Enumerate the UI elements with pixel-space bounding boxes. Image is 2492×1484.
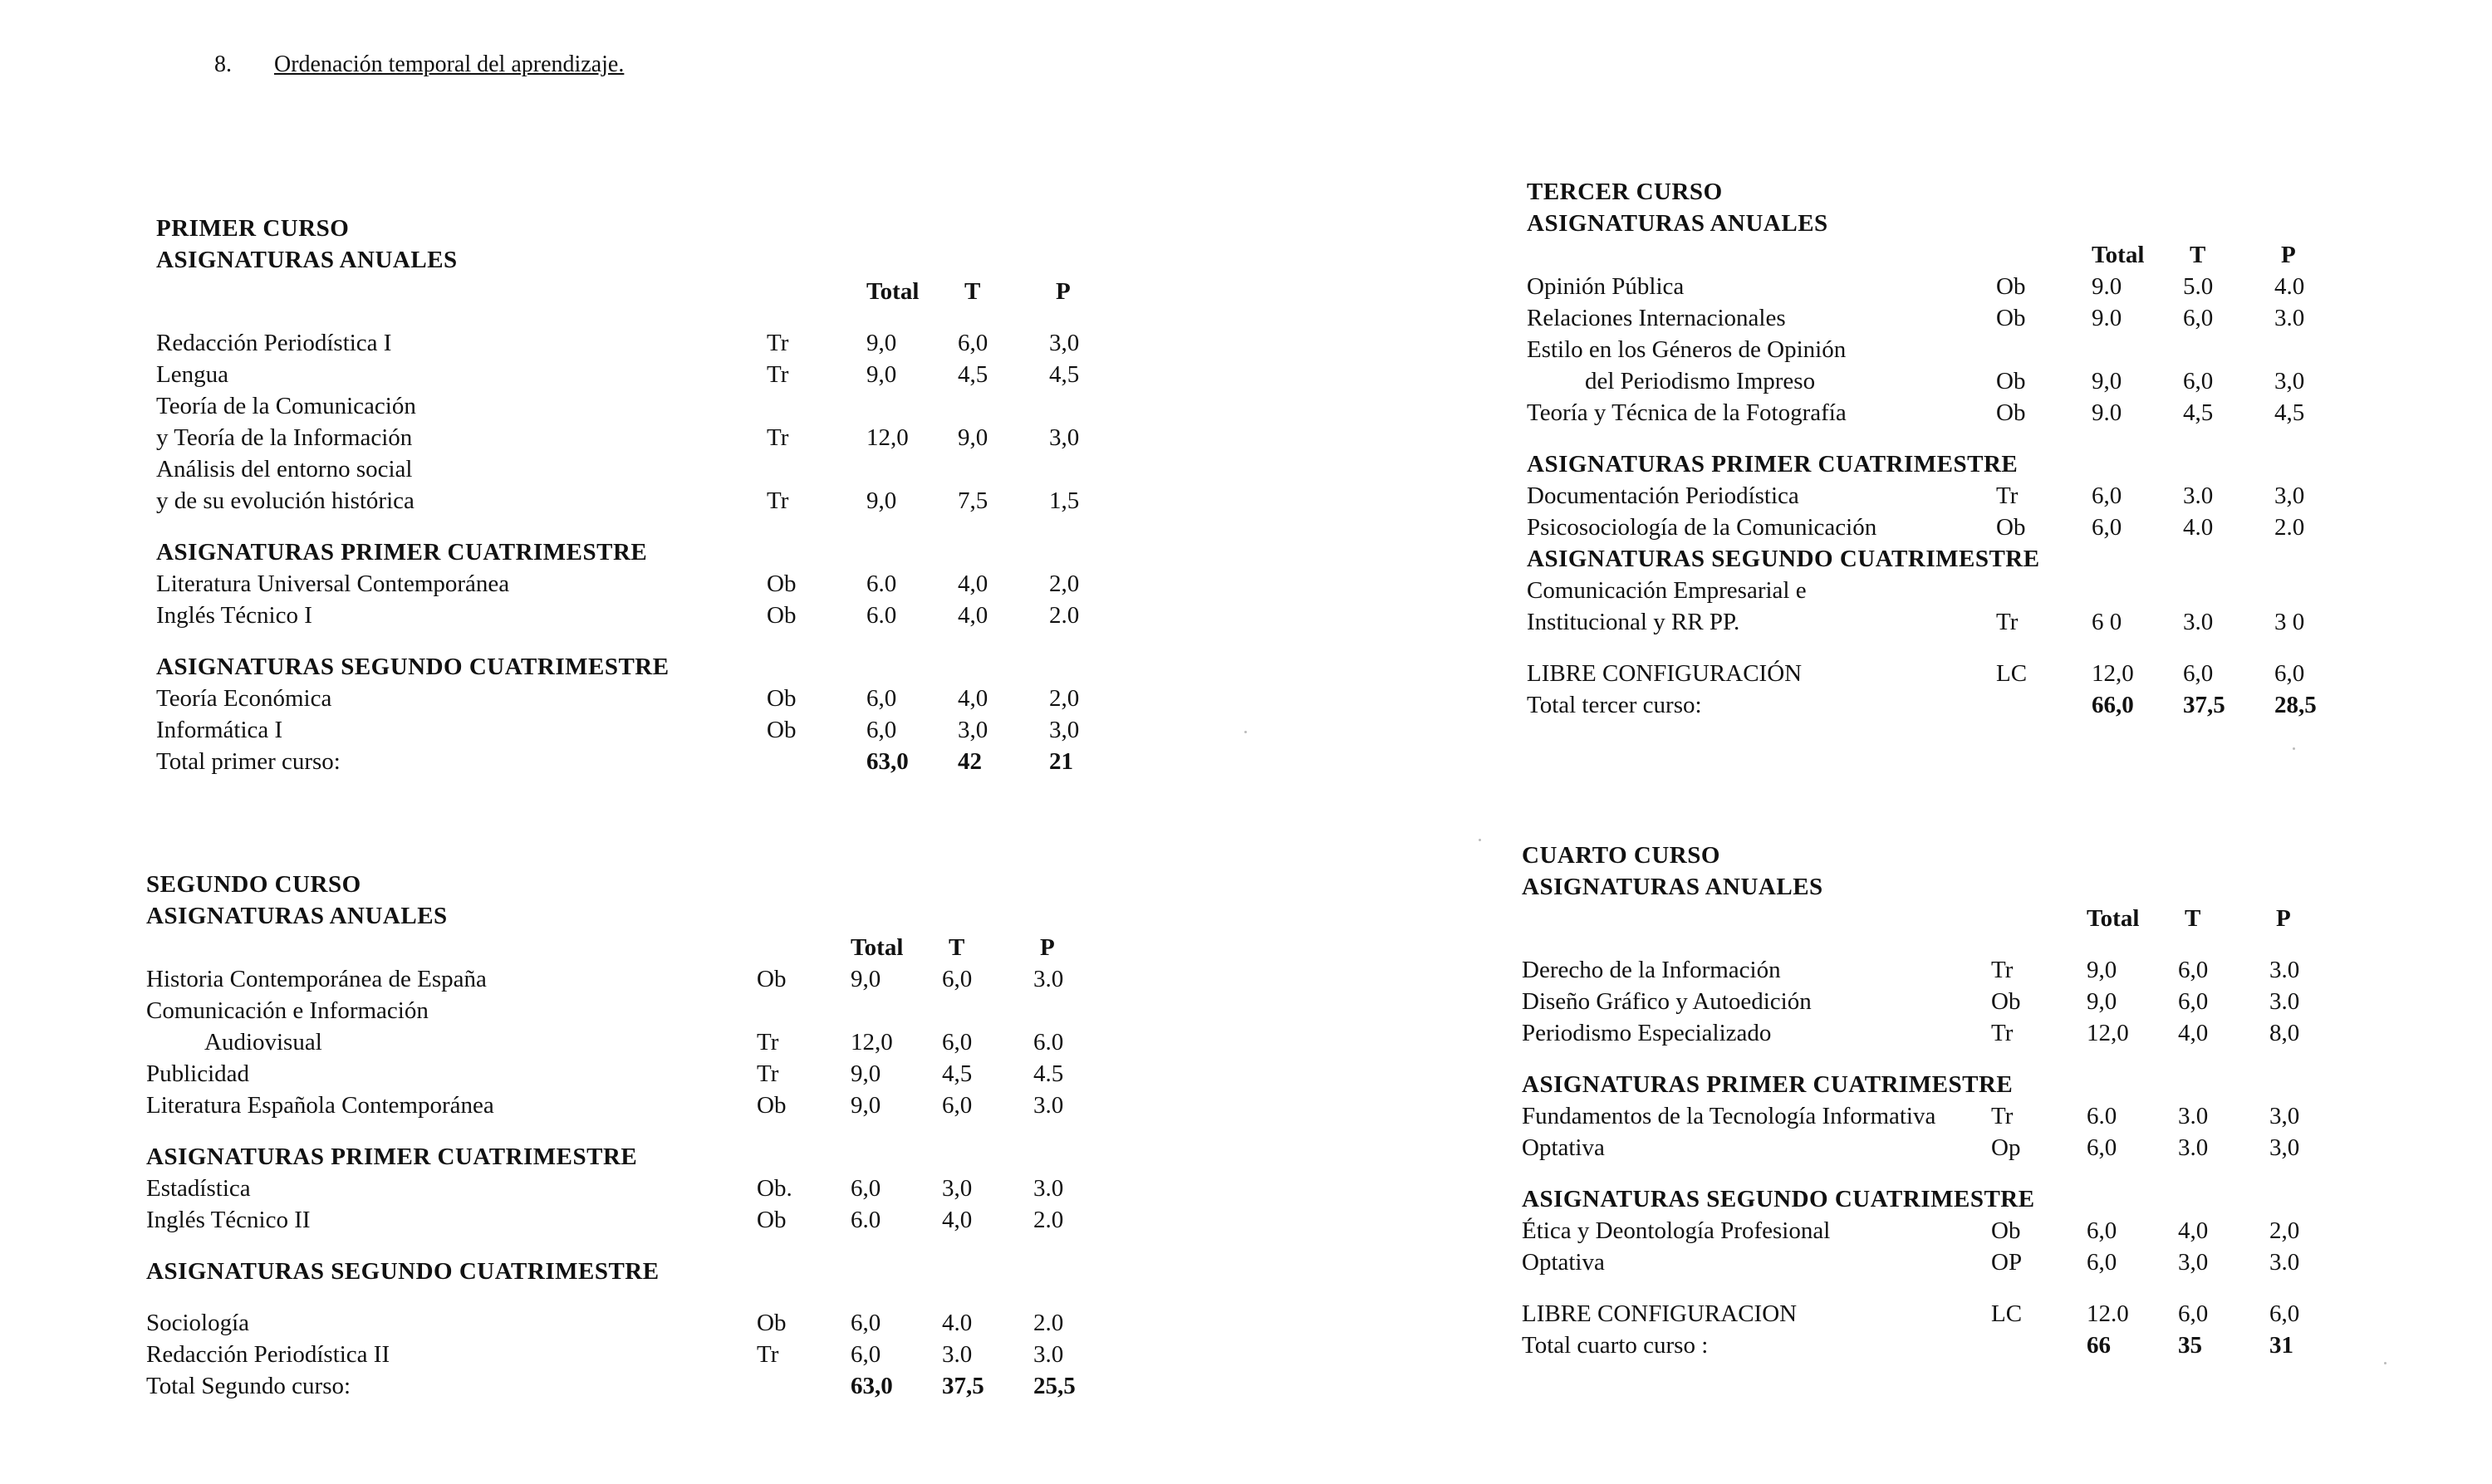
credits-practice: 3.0 <box>1033 1175 1064 1202</box>
course-total-row <box>1522 1330 2336 1361</box>
credits-practice: 2.0 <box>2274 514 2305 541</box>
credits-practice: 3.0 <box>2274 305 2305 331</box>
subject-name: Análisis del entorno social <box>156 456 413 482</box>
subject-name: Literatura Española Contemporánea <box>146 1092 494 1119</box>
credits-theory: 3,0 <box>942 1175 973 1202</box>
credits-total: 9.0 <box>2092 399 2122 426</box>
spacer <box>156 307 987 327</box>
total-practice: 28,5 <box>2274 692 2317 718</box>
credits-total: 6,0 <box>866 717 897 743</box>
credits-total: 6.0 <box>866 571 897 597</box>
total-theory: 37,5 <box>942 1373 984 1399</box>
credits-practice: 3.0 <box>1033 1092 1064 1119</box>
libre-total: 12,0 <box>2092 660 2134 687</box>
subject-type: Op <box>1991 1134 2021 1161</box>
credits-practice: 4.5 <box>1033 1060 1064 1087</box>
subject-row <box>1522 1246 2336 1278</box>
credits-practice: 3.0 <box>1033 966 1064 992</box>
subject-type: Ob <box>767 602 797 629</box>
subject-type: Ob <box>767 685 797 712</box>
course-title <box>1527 176 2341 208</box>
subject-row <box>1527 606 2341 638</box>
col-p-header: P <box>1040 934 1055 961</box>
subject-type: Ob <box>1996 399 2026 426</box>
course-total-row <box>146 1370 1076 1402</box>
subject-type: Tr <box>1991 957 2014 983</box>
subject-name: Psicosociología de la Comunicación <box>1527 514 1877 541</box>
subject-type: Tr <box>767 361 789 388</box>
subject-row <box>146 995 977 1026</box>
subject-name: Comunicación Empresarial e <box>1527 577 1807 604</box>
col-p-header: P <box>1056 278 1071 305</box>
course-title <box>156 213 987 244</box>
subject-name: Estadística <box>146 1175 251 1202</box>
subject-name: Historia Contemporánea de España <box>146 966 487 992</box>
credits-theory: 5.0 <box>2183 273 2214 300</box>
credits-total: 6,0 <box>866 685 897 712</box>
credits-total: 6,0 <box>2087 1249 2117 1276</box>
spacer <box>1522 1278 2336 1298</box>
subject-type: OP <box>1991 1249 2023 1276</box>
cuarto-curso-block <box>1522 840 2336 1361</box>
credits-theory: 6,0 <box>942 1092 973 1119</box>
anuales-heading <box>146 900 977 932</box>
subject-name: y Teoría de la Información <box>156 424 413 451</box>
credits-practice: 2,0 <box>2269 1217 2300 1244</box>
credits-theory: 3,0 <box>2178 1249 2209 1276</box>
credits-total: 9,0 <box>851 966 881 992</box>
subject-type: Tr <box>757 1029 779 1055</box>
subject-row <box>1527 302 2341 334</box>
credits-total: 6.0 <box>851 1207 881 1233</box>
credits-practice: 3,0 <box>2269 1134 2300 1161</box>
subject-row <box>1527 334 2341 365</box>
course-total-row <box>156 746 1073 777</box>
subject-row <box>146 1026 1064 1058</box>
credits-theory: 6,0 <box>958 330 988 356</box>
total-theory: 35 <box>2178 1332 2202 1359</box>
libre-configuracion-row <box>1527 658 2341 689</box>
segundo-cuatrimestre-heading-text: ASIGNATURAS SEGUNDO CUATRIMESTRE <box>146 1258 660 1285</box>
credits-total: 9.0 <box>2092 305 2122 331</box>
subject-type: Ob <box>757 1207 787 1233</box>
subject-row <box>156 714 1080 746</box>
section-title: Ordenación temporal del aprendizaje. <box>274 51 625 77</box>
credits-theory: 3.0 <box>2183 609 2214 635</box>
spacer <box>1522 934 2336 954</box>
course-title-text: TERCER CURSO <box>1527 179 1723 205</box>
credits-total: 6,0 <box>2092 514 2122 541</box>
total-theory: 42 <box>958 748 982 775</box>
subject-type: Ob <box>1996 368 2026 394</box>
credits-total: 9.0 <box>2092 273 2122 300</box>
subject-type: Tr <box>1991 1103 2014 1129</box>
subject-type: Ob <box>757 1310 787 1336</box>
credits-total: 6,0 <box>851 1175 881 1202</box>
subject-row <box>1522 986 2336 1017</box>
subject-type: Ob <box>757 1092 787 1119</box>
credits-theory: 6,0 <box>942 1029 973 1055</box>
subject-type: Ob <box>767 717 797 743</box>
libre-type: LC <box>1996 660 2028 687</box>
subject-row <box>146 1058 1064 1090</box>
libre-name: LIBRE CONFIGURACIÓN <box>1527 660 1803 687</box>
col-total-header: Total <box>866 278 920 305</box>
libre-name: LIBRE CONFIGURACION <box>1522 1300 1798 1327</box>
credits-total: 6,0 <box>2092 482 2122 509</box>
subject-name: Teoría y Técnica de la Fotografía <box>1527 399 1847 426</box>
spacer <box>156 631 987 651</box>
subject-name: Institucional y RR PP. <box>1527 609 1740 635</box>
anuales-heading-text: ASIGNATURAS ANUALES <box>146 903 448 929</box>
subject-type: Ob <box>1996 514 2026 541</box>
subject-row <box>1522 1215 2336 1246</box>
subject-row <box>1527 575 2341 606</box>
credits-total: 6 0 <box>2092 609 2122 635</box>
subject-name: Periodismo Especializado <box>1522 1020 1772 1046</box>
subject-name: Derecho de la Información <box>1522 957 1781 983</box>
subject-row <box>156 568 1080 600</box>
subject-row <box>1527 480 2341 512</box>
credits-total: 6.0 <box>866 602 897 629</box>
subject-row <box>1522 1100 2336 1132</box>
credits-theory: 4.0 <box>2183 514 2214 541</box>
credits-theory: 6,0 <box>942 966 973 992</box>
subject-name: Redacción Periodística II <box>146 1341 390 1368</box>
column-headers <box>156 276 1071 307</box>
subject-type: Tr <box>767 424 789 451</box>
credits-theory: 4,0 <box>958 602 988 629</box>
col-t-header: T <box>2185 905 2201 932</box>
anuales-heading <box>156 244 987 276</box>
credits-practice: 2,0 <box>1049 571 1080 597</box>
course-title-text: CUARTO CURSO <box>1522 842 1720 869</box>
subject-row <box>156 359 1080 390</box>
credits-theory: 6,0 <box>2183 305 2214 331</box>
libre-theory: 6,0 <box>2178 1300 2209 1327</box>
credits-practice: 3,0 <box>2269 1103 2300 1129</box>
tercer-curso-block <box>1527 176 2341 721</box>
total-credits: 63,0 <box>851 1373 893 1399</box>
segundo-curso-block <box>146 869 1076 1402</box>
spacer <box>1522 1163 2336 1183</box>
credits-total: 12,0 <box>866 424 909 451</box>
total-practice: 25,5 <box>1033 1373 1076 1399</box>
anuales-heading <box>1527 208 2341 239</box>
subject-row <box>1527 512 2341 543</box>
spacer <box>156 517 987 536</box>
subject-name: Informática I <box>156 717 283 743</box>
primer-cuatrimestre-heading-text: ASIGNATURAS PRIMER CUATRIMESTRE <box>156 539 648 566</box>
libre-practice: 6,0 <box>2274 660 2305 687</box>
libre-type: LC <box>1991 1300 2023 1327</box>
libre-theory: 6,0 <box>2183 660 2214 687</box>
subject-type: Tr <box>757 1060 779 1087</box>
credits-practice: 3,0 <box>2274 482 2305 509</box>
credits-theory: 7,5 <box>958 487 988 514</box>
course-title <box>146 869 977 900</box>
subject-type: Ob <box>767 571 797 597</box>
anuales-heading <box>1522 871 2336 903</box>
anuales-heading-text: ASIGNATURAS ANUALES <box>1522 874 1823 900</box>
spacer <box>146 1236 977 1256</box>
subject-name: Comunicación e Información <box>146 997 429 1024</box>
primer-cuatrimestre-heading <box>146 1141 977 1173</box>
scan-speck <box>2293 747 2295 750</box>
credits-total: 6,0 <box>851 1341 881 1368</box>
segundo-cuatrimestre-heading-text: ASIGNATURAS SEGUNDO CUATRIMESTRE <box>156 654 670 680</box>
credits-theory: 4.0 <box>942 1310 973 1336</box>
credits-practice: 6.0 <box>1033 1029 1064 1055</box>
column-headers <box>1522 903 2336 934</box>
subject-type: Tr <box>757 1341 779 1368</box>
credits-theory: 4,5 <box>942 1060 973 1087</box>
subject-row <box>156 327 1080 359</box>
subject-type: Ob <box>1996 273 2026 300</box>
subject-row <box>146 1307 1064 1339</box>
subject-name: Teoría de la Comunicación <box>156 393 416 419</box>
credits-theory: 4,0 <box>2178 1020 2209 1046</box>
credits-theory: 4,0 <box>2178 1217 2209 1244</box>
credits-total: 6,0 <box>851 1310 881 1336</box>
total-practice: 31 <box>2269 1332 2293 1359</box>
total-label: Total primer curso: <box>156 748 341 775</box>
col-t-header: T <box>949 934 965 961</box>
credits-practice: 2.0 <box>1033 1207 1064 1233</box>
total-label: Total tercer curso: <box>1527 692 1702 718</box>
credits-theory: 6,0 <box>2178 988 2209 1015</box>
credits-total: 9,0 <box>866 330 897 356</box>
subject-row <box>146 963 1064 995</box>
credits-total: 9,0 <box>866 361 897 388</box>
primer-cuatrimestre-heading <box>1527 448 2341 480</box>
spacer <box>1527 429 2341 448</box>
scan-speck <box>1244 731 1247 733</box>
subject-name: Optativa <box>1522 1134 1605 1161</box>
credits-theory: 4,5 <box>958 361 988 388</box>
credits-practice: 1,5 <box>1049 487 1080 514</box>
credits-practice: 3,0 <box>1049 717 1080 743</box>
column-headers <box>1527 239 2341 271</box>
subject-name: Literatura Universal Contemporánea <box>156 571 510 597</box>
subject-name: Diseño Gráfico y Autoedición <box>1522 988 1812 1015</box>
subject-name: Sociología <box>146 1310 250 1336</box>
segundo-cuatrimestre-heading <box>156 651 987 683</box>
credits-practice: 3 0 <box>2274 609 2305 635</box>
spacer <box>146 1121 977 1141</box>
subject-row <box>156 422 1080 453</box>
segundo-cuatrimestre-heading-text: ASIGNATURAS SEGUNDO CUATRIMESTRE <box>1522 1186 2035 1212</box>
credits-practice: 3,0 <box>2274 368 2305 394</box>
course-title-text: PRIMER CURSO <box>156 215 350 242</box>
credits-total: 12,0 <box>2087 1020 2129 1046</box>
credits-total: 9,0 <box>851 1060 881 1087</box>
col-p-header: P <box>2281 242 2296 268</box>
subject-name: y de su evolución histórica <box>156 487 415 514</box>
credits-theory: 3.0 <box>2178 1134 2209 1161</box>
credits-practice: 2.0 <box>1049 602 1080 629</box>
subject-row <box>146 1090 1064 1121</box>
subject-name: Redacción Periodística I <box>156 330 392 356</box>
scan-speck <box>2384 1362 2387 1364</box>
subject-name: Publicidad <box>146 1060 250 1087</box>
subject-row <box>156 390 987 422</box>
subject-name: Teoría Económica <box>156 685 332 712</box>
credits-practice: 3.0 <box>2269 957 2300 983</box>
subject-row <box>1527 271 2341 302</box>
credits-theory: 9,0 <box>958 424 988 451</box>
anuales-heading-text: ASIGNATURAS ANUALES <box>1527 210 1828 237</box>
subject-name: Relaciones Internacionales <box>1527 305 1786 331</box>
subject-type: Ob <box>1996 305 2026 331</box>
libre-practice: 6,0 <box>2269 1300 2300 1327</box>
spacer <box>1527 638 2341 658</box>
subject-row <box>156 453 987 485</box>
credits-total: 6.0 <box>2087 1103 2117 1129</box>
segundo-cuatrimestre-heading-text: ASIGNATURAS SEGUNDO CUATRIMESTRE <box>1527 546 2040 572</box>
subject-name: Opinión Pública <box>1527 273 1685 300</box>
subject-row <box>146 1173 1064 1204</box>
col-t-header: T <box>964 278 981 305</box>
credits-practice: 2.0 <box>1033 1310 1064 1336</box>
spacer <box>1522 1049 2336 1069</box>
credits-practice: 4.0 <box>2274 273 2305 300</box>
credits-theory: 6,0 <box>2178 957 2209 983</box>
credits-total: 9,0 <box>866 487 897 514</box>
subject-name: Ética y Deontología Profesional <box>1522 1217 1831 1244</box>
primer-cuatrimestre-heading-text: ASIGNATURAS PRIMER CUATRIMESTRE <box>1527 451 2019 478</box>
credits-total: 12,0 <box>851 1029 893 1055</box>
course-title <box>1522 840 2336 871</box>
anuales-heading-text: ASIGNATURAS ANUALES <box>156 247 458 273</box>
total-credits: 66 <box>2087 1332 2111 1359</box>
subject-row <box>146 1339 1064 1370</box>
subject-row <box>1522 1017 2336 1049</box>
credits-theory: 4,5 <box>2183 399 2214 426</box>
page-heading <box>214 51 624 78</box>
credits-total: 9,0 <box>2087 957 2117 983</box>
credits-total: 9,0 <box>2087 988 2117 1015</box>
primer-curso-block <box>156 213 1080 777</box>
subject-row <box>156 485 1080 517</box>
total-credits: 63,0 <box>866 748 909 775</box>
subject-type: Ob <box>757 966 787 992</box>
credits-theory: 3.0 <box>2178 1103 2209 1129</box>
credits-practice: 3,0 <box>1049 330 1080 356</box>
subject-row <box>156 683 1080 714</box>
subject-name: del Periodismo Impreso <box>1585 368 1816 394</box>
column-headers <box>146 932 1055 963</box>
credits-theory: 4,0 <box>942 1207 973 1233</box>
credits-practice: 3.0 <box>2269 988 2300 1015</box>
subject-row <box>1522 1132 2336 1163</box>
credits-theory: 3,0 <box>958 717 988 743</box>
col-p-header: P <box>2276 905 2291 932</box>
subject-row <box>156 600 1080 631</box>
primer-cuatrimestre-heading-text: ASIGNATURAS PRIMER CUATRIMESTRE <box>1522 1071 2014 1098</box>
subject-name: Fundamentos de la Tecnología Informativa <box>1522 1103 1936 1129</box>
subject-type: Tr <box>767 487 789 514</box>
credits-practice: 8,0 <box>2269 1020 2300 1046</box>
libre-configuracion-row <box>1522 1298 2336 1330</box>
scan-speck <box>1479 839 1481 841</box>
total-practice: 21 <box>1049 748 1073 775</box>
total-credits: 66,0 <box>2092 692 2134 718</box>
subject-type: Tr <box>1996 609 2019 635</box>
course-title-text: SEGUNDO CURSO <box>146 871 361 898</box>
primer-cuatrimestre-heading <box>1522 1069 2336 1100</box>
subject-row <box>1527 365 2341 397</box>
segundo-cuatrimestre-heading <box>146 1256 977 1287</box>
credits-practice: 4,5 <box>1049 361 1080 388</box>
course-total-row <box>1527 689 2341 721</box>
credits-total: 6,0 <box>2087 1217 2117 1244</box>
subject-row <box>1522 954 2336 986</box>
primer-cuatrimestre-heading-text: ASIGNATURAS PRIMER CUATRIMESTRE <box>146 1144 638 1170</box>
credits-theory: 4,0 <box>958 571 988 597</box>
credits-total: 6,0 <box>2087 1134 2117 1161</box>
segundo-cuatrimestre-heading <box>1522 1183 2336 1215</box>
credits-theory: 3.0 <box>942 1341 973 1368</box>
total-label: Total Segundo curso: <box>146 1373 351 1399</box>
subject-name: Estilo en los Géneros de Opinión <box>1527 336 1847 363</box>
col-total-header: Total <box>2092 242 2145 268</box>
subject-name: Inglés Técnico I <box>156 602 312 629</box>
credits-theory: 3.0 <box>2183 482 2214 509</box>
subject-name: Optativa <box>1522 1249 1605 1276</box>
subject-name: Inglés Técnico II <box>146 1207 311 1233</box>
spacer <box>146 1287 977 1307</box>
col-total-header: Total <box>851 934 904 961</box>
subject-name: Lengua <box>156 361 228 388</box>
primer-cuatrimestre-heading <box>156 536 987 568</box>
segundo-cuatrimestre-heading <box>1527 543 2341 575</box>
subject-type: Ob <box>1991 1217 2021 1244</box>
credits-total: 9,0 <box>2092 368 2122 394</box>
col-total-header: Total <box>2087 905 2140 932</box>
subject-type: Ob. <box>757 1175 792 1202</box>
credits-total: 9,0 <box>851 1092 881 1119</box>
subject-type: Tr <box>1996 482 2019 509</box>
subject-type: Tr <box>1991 1020 2014 1046</box>
subject-row <box>1527 397 2341 429</box>
credits-practice: 3,0 <box>1049 424 1080 451</box>
total-theory: 37,5 <box>2183 692 2225 718</box>
credits-practice: 4,5 <box>2274 399 2305 426</box>
subject-name: Audiovisual <box>204 1029 322 1055</box>
credits-theory: 6,0 <box>2183 368 2214 394</box>
credits-practice: 3.0 <box>2269 1249 2300 1276</box>
credits-practice: 3.0 <box>1033 1341 1064 1368</box>
subject-name: Documentación Periodística <box>1527 482 1799 509</box>
subject-type: Tr <box>767 330 789 356</box>
subject-row <box>146 1204 1064 1236</box>
col-t-header: T <box>2190 242 2206 268</box>
credits-theory: 4,0 <box>958 685 988 712</box>
subject-type: Ob <box>1991 988 2021 1015</box>
section-number: 8. <box>214 51 232 77</box>
credits-practice: 2,0 <box>1049 685 1080 712</box>
total-label: Total cuarto curso : <box>1522 1332 1709 1359</box>
libre-total: 12.0 <box>2087 1300 2129 1327</box>
